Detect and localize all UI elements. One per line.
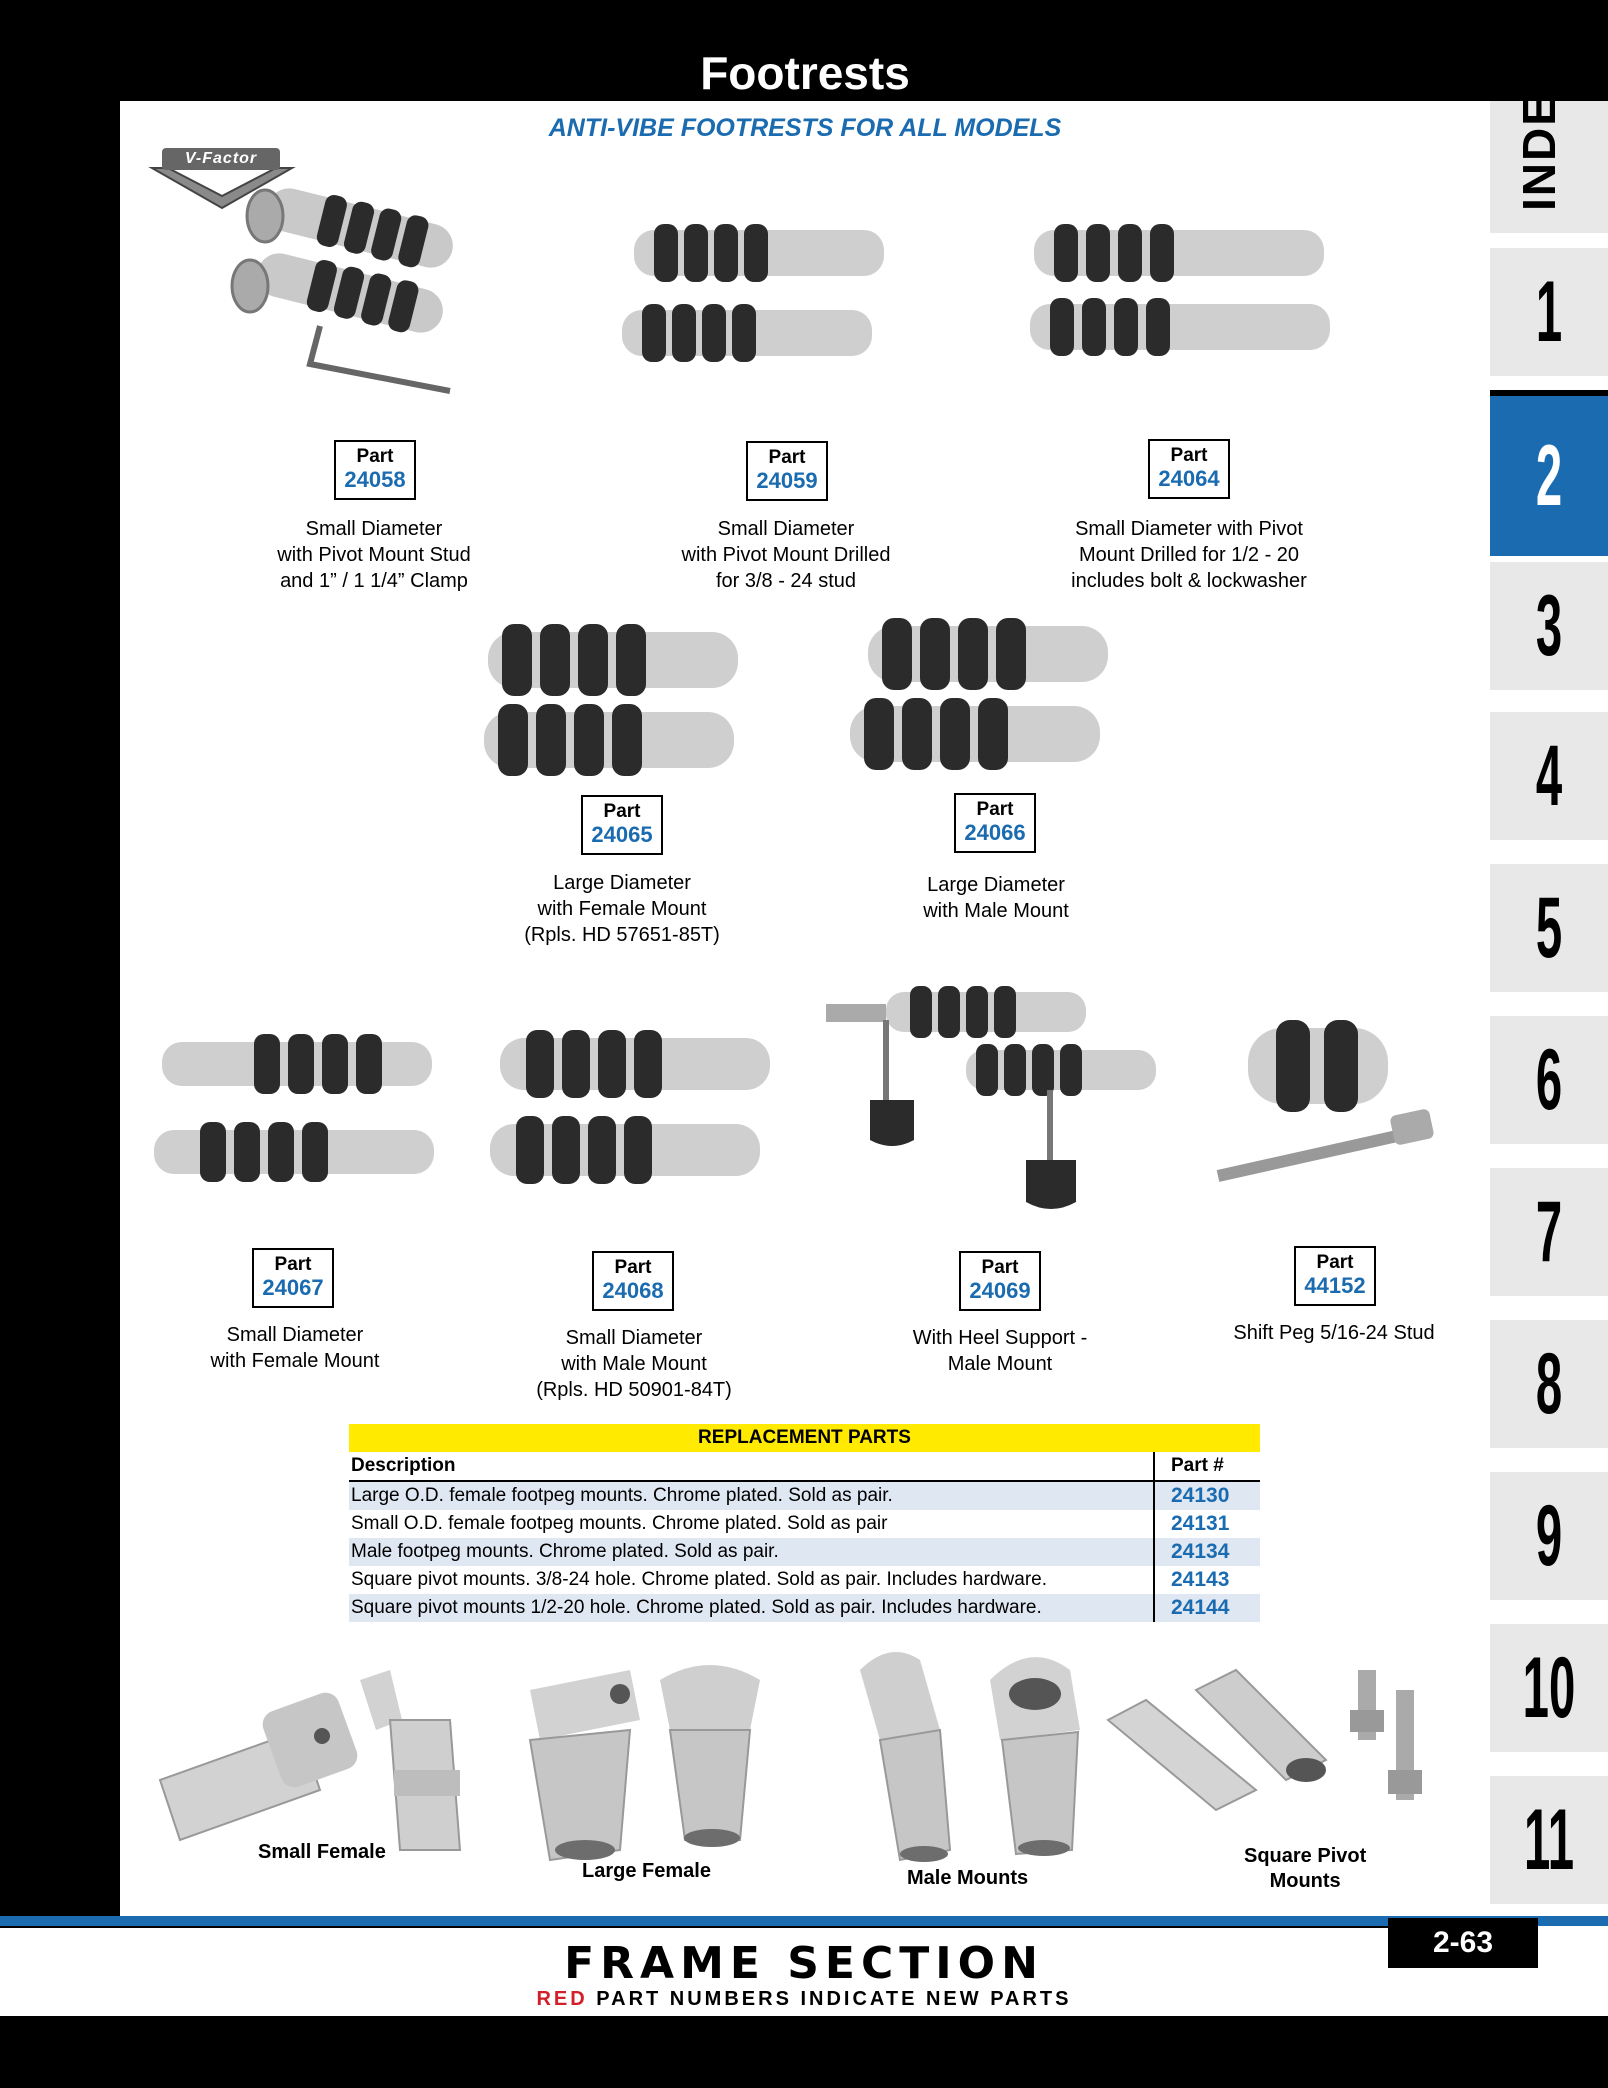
row-description: Small O.D. female footpeg mounts. Chrome plated. Sold as pair [351, 1513, 888, 1534]
part-box-24067 [252, 1248, 334, 1308]
row-part-number: 24144 [1155, 1594, 1255, 1622]
row-part-number: 24131 [1171, 1512, 1230, 1535]
tab-label: 7 [1535, 1184, 1563, 1280]
description-line: Large Diameter [553, 872, 691, 894]
tab-2[interactable] [1490, 390, 1608, 556]
description-line: with Pivot Mount Drilled [681, 544, 891, 566]
tab-6[interactable] [1490, 1016, 1608, 1144]
tab-10[interactable] [1490, 1624, 1608, 1752]
tab-7[interactable] [1490, 1168, 1608, 1296]
description-line: (Rpls. HD 50901-84T) [536, 1379, 732, 1401]
description-line: Shift Peg 5/16-24 Stud [1233, 1322, 1435, 1344]
tab-label: 3 [1535, 578, 1563, 674]
part-number: 24064 [1158, 466, 1220, 491]
tab-4[interactable] [1490, 712, 1608, 840]
part-box-24066 [954, 793, 1036, 853]
table-title: REPLACEMENT PARTS [349, 1424, 1260, 1452]
description-line: Small Diameter [226, 1324, 364, 1346]
description-line: with Male Mount [561, 1353, 707, 1375]
footpeg-image-24067 [152, 1018, 442, 1198]
description-line: with Female Mount [210, 1350, 380, 1372]
part-box-44152 [1294, 1246, 1376, 1306]
footpeg-image-44152 [1214, 1012, 1444, 1202]
table-row [349, 1566, 1260, 1594]
part-label: Part [1316, 1252, 1354, 1273]
tab-label: 6 [1535, 1032, 1563, 1128]
part-number: 24069 [969, 1278, 1031, 1303]
part-label: Part [768, 447, 806, 468]
tab-label: 11 [1523, 1792, 1574, 1888]
row-description: Square pivot mounts. 3/8-24 hole. Chrome plated. Sold as pair. Includes hardware. [351, 1569, 1048, 1590]
footpeg-image-24068 [486, 1016, 786, 1206]
product-description-24064 [1039, 516, 1339, 594]
description-line: and 1” / 1 1/4” Clamp [280, 570, 468, 592]
tab-label: 10 [1522, 1640, 1576, 1736]
footpeg-image-24065 [482, 612, 752, 792]
small-female-label: Small Female [258, 1841, 386, 1863]
description-line: (Rpls. HD 57651-85T) [524, 924, 720, 946]
tab-label: 4 [1535, 728, 1563, 824]
table-header-row [349, 1452, 1260, 1482]
product-description-24059 [636, 516, 936, 594]
large-female-mount-image [510, 1650, 810, 1870]
description-line: Small Diameter with Pivot [1075, 518, 1303, 540]
large-female-label: Large Female [582, 1860, 711, 1882]
description-line: Small Diameter [565, 1327, 703, 1349]
part-box-24059 [746, 441, 828, 501]
footer-note-red: RED [536, 1988, 588, 2010]
part-number: 24068 [602, 1278, 664, 1303]
footer-title: FRAME SECTION [564, 1938, 1044, 1989]
description-line: Small Diameter [305, 518, 443, 540]
row-description: Large O.D. female footpeg mounts. Chrome plated. Sold as pair. [351, 1485, 893, 1506]
product-description-24066 [846, 872, 1146, 924]
part-number: 24066 [964, 820, 1026, 845]
part-box-24065 [581, 795, 663, 855]
section-subtitle: ANTI-VIBE FOOTRESTS FOR ALL MODELS [548, 114, 1062, 142]
part-label: Part [274, 1254, 312, 1275]
part-label: Part [976, 799, 1014, 820]
tab-index-label: INDEX [1513, 60, 1565, 211]
description-line: with Female Mount [537, 898, 707, 920]
description-line: for 3/8 - 24 stud [715, 570, 857, 592]
tab-label: 1 [1535, 264, 1563, 360]
footer-band [0, 1916, 1608, 1926]
description-line: Small Diameter [717, 518, 855, 540]
product-description-24058 [224, 516, 524, 594]
tab-index[interactable] [1490, 60, 1608, 233]
tab-label: 5 [1535, 880, 1563, 976]
product-description-24068 [484, 1325, 784, 1403]
part-box-24069 [959, 1251, 1041, 1311]
part-label: Part [981, 1257, 1019, 1278]
logo-text: V-Factor [162, 148, 280, 170]
page-title: Footrests [700, 47, 910, 99]
row-part-number: 24134 [1155, 1538, 1255, 1566]
footpeg-image-24064 [1024, 212, 1344, 372]
table-row [349, 1482, 1260, 1510]
square-pivot-mount-image [1106, 1650, 1446, 1840]
tab-label: 2 [1535, 428, 1563, 524]
tab-9[interactable] [1490, 1472, 1608, 1600]
part-box-24068 [592, 1251, 674, 1311]
male-mounts-label: Male Mounts [907, 1867, 1029, 1889]
part-label: Part [614, 1257, 652, 1278]
part-box-24064 [1148, 439, 1230, 499]
part-number: 24067 [262, 1275, 324, 1300]
male-mount-image [840, 1640, 1120, 1880]
description-line: Mount Drilled for 1/2 - 20 [1078, 544, 1300, 566]
footpeg-image-24066 [848, 606, 1118, 786]
tab-label: 9 [1535, 1488, 1563, 1584]
replacement-parts-table [349, 1424, 1260, 1622]
footpeg-image-24059 [614, 220, 894, 380]
row-part-number: 24130 [1155, 1482, 1255, 1510]
footer-note-text: PART NUMBERS INDICATE NEW PARTS [587, 1988, 1072, 2010]
part-number: 24065 [591, 822, 653, 847]
footer-divider [0, 1926, 1490, 1928]
product-description-24067 [145, 1322, 445, 1374]
part-number: 24059 [756, 468, 818, 493]
description-line: Male Mount [947, 1353, 1053, 1375]
product-description-24069 [850, 1325, 1150, 1377]
footpeg-image-24069 [826, 980, 1166, 1220]
square-pivot-label [1244, 1844, 1366, 1894]
table-row [349, 1510, 1260, 1538]
part-label: Part [356, 446, 394, 467]
product-description-24065 [472, 870, 772, 948]
part-number: 44152 [1304, 1273, 1366, 1298]
product-description-44152 [1184, 1320, 1484, 1346]
tab-5[interactable] [1490, 864, 1608, 992]
tab-3[interactable] [1490, 562, 1608, 690]
description-header: Description [351, 1455, 456, 1476]
footpeg-image-24058 [210, 186, 480, 396]
part-number: 24058 [344, 467, 406, 492]
description-line: With Heel Support - [912, 1327, 1088, 1349]
table-row [349, 1538, 1260, 1566]
square-pivot-label-line: Mounts [1269, 1870, 1341, 1892]
description-line: includes bolt & lockwasher [1071, 570, 1307, 592]
row-description: Square pivot mounts 1/2-20 hole. Chrome plated. Sold as pair. Includes hardware. [351, 1597, 1042, 1618]
row-description: Male footpeg mounts. Chrome plated. Sold as pair. [351, 1541, 779, 1562]
description-line: with Male Mount [923, 900, 1069, 922]
table-row [349, 1594, 1260, 1622]
tab-11[interactable] [1490, 1776, 1608, 1904]
row-part-number: 24143 [1171, 1568, 1230, 1591]
small-female-mount-image [150, 1660, 490, 1860]
tab-1[interactable] [1490, 248, 1608, 376]
tab-8[interactable] [1490, 1320, 1608, 1448]
part-label: Part [1170, 445, 1208, 466]
square-pivot-label-line: Square Pivot [1244, 1845, 1367, 1867]
part-label: Part [603, 801, 641, 822]
part-header: Part # [1171, 1455, 1224, 1476]
description-line: with Pivot Mount Stud [277, 544, 471, 566]
description-line: Large Diameter [927, 874, 1065, 896]
footer-note [0, 1988, 1608, 2011]
page-number: 2-63 [1388, 1918, 1538, 1968]
tab-label: 8 [1535, 1336, 1563, 1432]
part-box-24058 [334, 440, 416, 500]
